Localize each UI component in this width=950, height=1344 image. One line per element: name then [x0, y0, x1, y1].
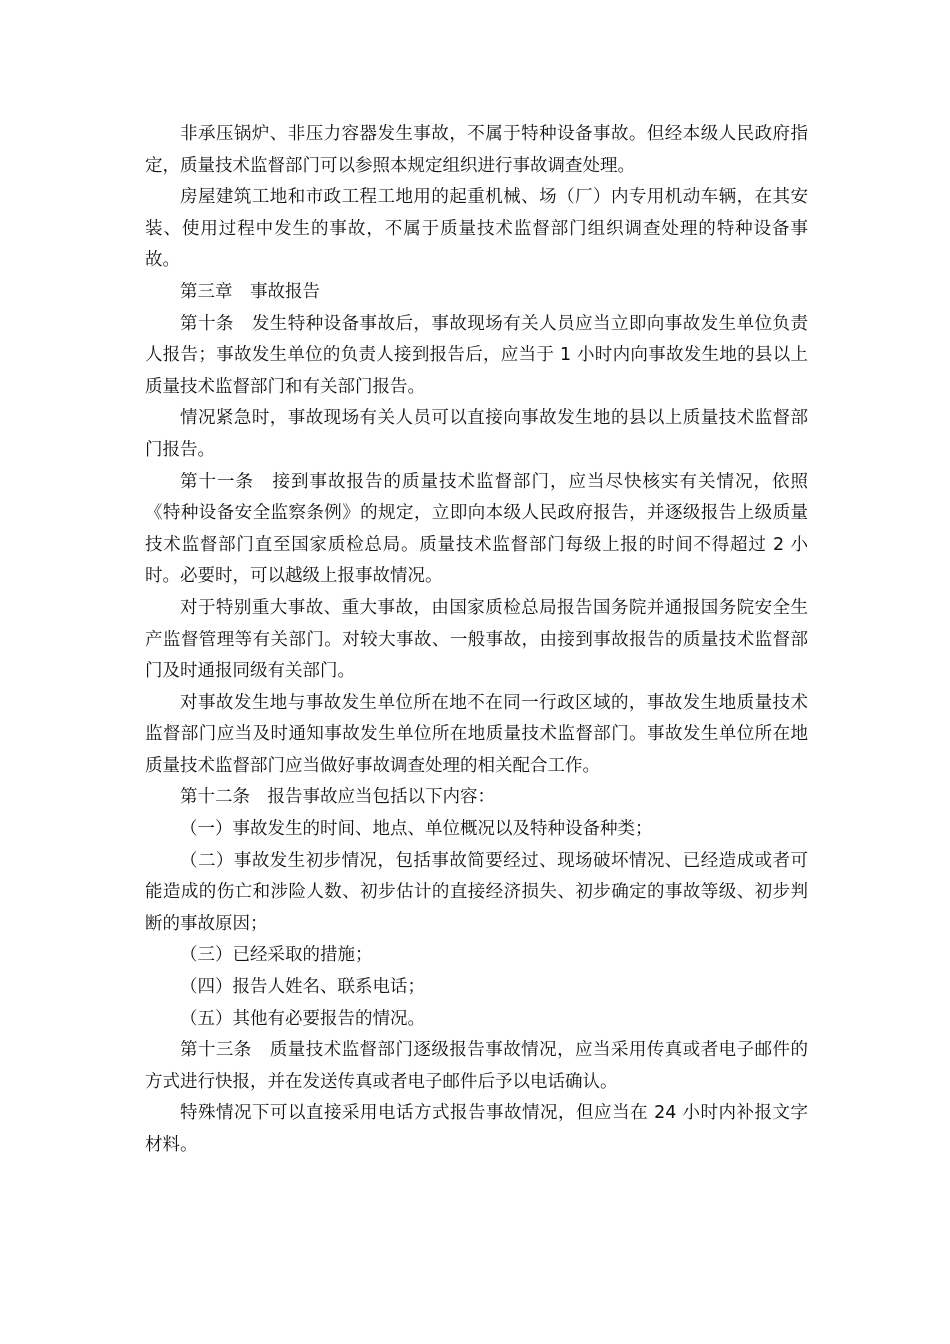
- list-item: （三）已经采取的措施；: [180, 945, 373, 966]
- list-item: （四）报告人姓名、联系电话；: [180, 977, 425, 998]
- paragraph: 特殊情况下可以直接采用电话方式报告事故情况，但应当在 24 小时内补报文字材料。: [145, 1103, 808, 1155]
- list-item: （二）事故发生初步情况，包括事故简要经过、现场破坏情况、已经造成或者可能造成的伤亡和涉险人数、初步估计的直接经济损失、初步确定的事故等级、初步判断的事故原因；: [145, 850, 808, 934]
- paragraph: 对事故发生地与事故发生单位所在地不在同一行政区域的，事故发生地质量技术监督部门应当及时通知事故发生单位所在地质量技术监督部门。事故发生单位所在地质量技术监督部门应当做好事故调查处理的相关配合工作。: [145, 692, 808, 776]
- list-item: （一）事故发生的时间、地点、单位概况以及特种设备种类；: [180, 819, 653, 840]
- article-11: 第十一条 接到事故报告的质量技术监督部门，应当尽快核实有关情况，依照《特种设备安全监察条例》的规定，立即向本级人民政府报告，并逐级报告上级质量技术监督部门直至国家质检总局。质量技术监督部门每级上报的时间不得超过 2 小时。必要时，可以越级上报事故情况。: [145, 471, 808, 587]
- chapter-heading: 第三章 事故报告: [180, 281, 320, 302]
- paragraph: 房屋建筑工地和市政工程工地用的起重机械、场（厂）内专用机动车辆，在其安装、使用过程中发生的事故，不属于质量技术监督部门组织调查处理的特种设备事故。: [145, 187, 808, 271]
- article-13: 第十三条 质量技术监督部门逐级报告事故情况，应当采用传真或者电子邮件的方式进行快报，并在发送传真或者电子邮件后予以电话确认。: [145, 1040, 808, 1092]
- paragraph: 情况紧急时，事故现场有关人员可以直接向事故发生地的县以上质量技术监督部门报告。: [145, 408, 808, 460]
- document-page: [145, 119, 808, 1162]
- paragraph: 对于特别重大事故、重大事故，由国家质检总局报告国务院并通报国务院安全生产监督管理等有关部门。对较大事故、一般事故，由接到事故报告的质量技术监督部门及时通报同级有关部门。: [145, 597, 808, 682]
- list-item: （五）其他有必要报告的情况。: [180, 1008, 425, 1029]
- paragraph: 非承压锅炉、非压力容器发生事故，不属于特种设备事故。但经本级人民政府指定，质量技术监督部门可以参照本规定组织进行事故调查处理。: [145, 124, 808, 176]
- article-10: 第十条 发生特种设备事故后，事故现场有关人员应当立即向事故发生单位负责人报告；事故发生单位的负责人接到报告后，应当于 1 小时内向事故发生地的县以上质量技术监督部门和有关部门报告。: [145, 313, 808, 397]
- article-12: 第十二条 报告事故应当包括以下内容：: [180, 787, 495, 808]
